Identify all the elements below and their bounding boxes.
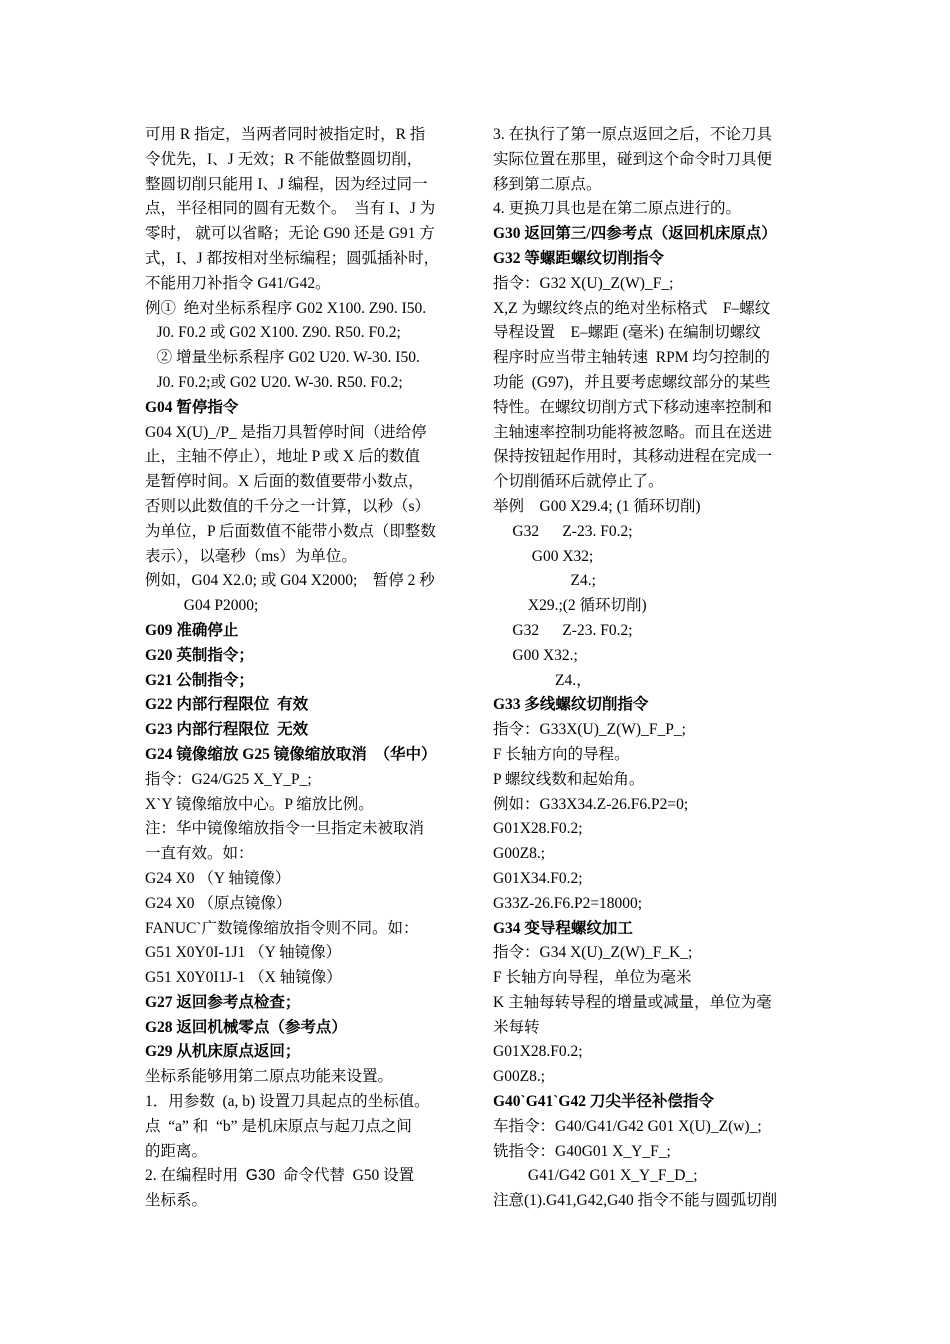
section-heading: G28 返回机械零点（参考点） (145, 1018, 347, 1036)
text-line: 不能用刀补指令 G41/G42。 (145, 274, 331, 292)
text-line: 功能 (G97)，并且要考虑螺纹部分的某些 (493, 373, 771, 391)
section-heading: G09 准确停止 (145, 621, 239, 639)
text-line: 注：华中镜像缩放指令一旦指定未被取消 (145, 820, 425, 838)
text-line: 式，I、J 都按相对坐标编程；圆弧插补时， (145, 249, 440, 267)
section-heading: G20 英制指令； (145, 646, 254, 664)
text-line: F 长轴方向的导程。 (493, 745, 630, 763)
section-heading: G22 内部行程限位 有效 (145, 696, 309, 714)
text-line: 整圆切削只能用 I、J 编程，因为经过同一 (145, 175, 428, 193)
text-line: G01X28.F0.2; (493, 820, 583, 838)
text-line: 令优先，I、J 无效；R 不能做整圆切削， (145, 150, 423, 168)
text-line: K 主轴每转导程的增量或减量，单位为毫 (493, 993, 772, 1011)
text-line: 注意(1).G41,G42,G40 指令不能与圆弧切削 (493, 1192, 778, 1210)
text-line: 否则以此数值的千分之一计算，以秒（s） (145, 497, 431, 515)
text-line: G00 X32; (493, 547, 594, 565)
section-heading: G33 多线螺纹切削指令 (493, 696, 649, 714)
text-line: 4. 更换刀具也是在第二原点进行的。 (493, 200, 742, 218)
text-line: FANUC`广数镜像缩放指令则不同。如： (145, 919, 419, 937)
section-heading: G29 从机床原点返回； (145, 1043, 301, 1061)
text-line: Z4.， (493, 671, 592, 689)
section-heading: G40`G41`G42 刀尖半径补偿指令 (493, 1093, 714, 1111)
text-line: 坐标系能够用第二原点功能来设置。 (145, 1068, 394, 1086)
text-line: G33Z-26.F6.P2=18000; (493, 894, 643, 912)
text-line: 坐标系。 (145, 1192, 208, 1210)
section-heading: G21 公制指令； (145, 671, 254, 689)
text-line: Z4.; (493, 572, 596, 590)
text-line (145, 1164, 463, 1189)
text-line: 保持按钮起作用时，其移动进程在完成一 (493, 448, 773, 466)
text-line: 程序时应当带主轴转速 RPM 均匀控制的 (493, 349, 770, 367)
section-heading: G04 暂停指令 (145, 398, 239, 416)
text-line: 零时， 就可以省略；无论 G90 还是 G91 方 (145, 225, 435, 243)
text-line: 移到第二原点。 (493, 175, 602, 193)
text-line: 指令：G32 X(U)_Z(W)_F_; (493, 274, 674, 292)
section-heading: G30 返回第三/四参考点（返回机床原点） (493, 225, 777, 243)
text-line: 为单位，P 后面数值不能带小数点（即整数 (145, 522, 436, 540)
text-line: J0. F0.2;或 G02 U20. W-30. R50. F0.2; (145, 373, 403, 391)
text-line: 米每转 (493, 1018, 540, 1036)
text-line: G01X34.F0.2; (493, 869, 583, 887)
text-line: 可用 R 指定，当两者同时被指定时，R 指 (145, 126, 426, 143)
text-line: G00 X32.; (493, 646, 578, 664)
text-line: X,Z 为螺纹终点的绝对坐标格式 F–螺纹 (493, 299, 771, 317)
text-line: J0. F0.2 或 G02 X100. Z90. R50. F0.2; (145, 324, 401, 342)
text-line: G04 X(U)_/P_ 是指刀具暂停时间（进给停 (145, 423, 427, 441)
text-line: 主轴速率控制功能将被忽略。而且在送进 (493, 423, 773, 441)
text-line: G04 P2000; (145, 597, 259, 615)
text-line: 例① 绝对坐标系程序 G02 X100. Z90. I50. (145, 299, 427, 317)
text-line: G51 X0Y0I-1J1 （Y 轴镜像） (145, 944, 342, 962)
left-column (145, 123, 463, 1214)
text-line: 点，半径相同的圆有无数个。 当有 I、J 为 (145, 200, 436, 218)
text-line: 是暂停时间。X 后面的数值要带小数点， (145, 473, 424, 491)
text-line: G00Z8.; (493, 1068, 546, 1086)
text-line: G00Z8.; (493, 845, 546, 863)
text-line: 车指令：G40/G41/G42 G01 X(U)_Z(w)_; (493, 1117, 762, 1135)
text-line: 3. 在执行了第一原点返回之后，不论刀具 (493, 126, 773, 143)
text-line: 指令：G24/G25 X_Y_P_; (145, 770, 312, 788)
text-line: 例如：G33X34.Z-26.F6.P2=0; (493, 795, 689, 813)
text-line: 指令：G33X(U)_Z(W)_F_P_; (493, 721, 686, 739)
text-segment: 2. 在编程时用 (145, 1167, 246, 1185)
command-code: G30 (245, 1167, 276, 1185)
text-line: 特性。在螺纹切削方式下移动速率控制和 (493, 398, 773, 416)
text-line: 指令：G34 X(U)_Z(W)_F_K_; (493, 944, 693, 962)
text-line: 例如，G04 X2.0; 或 G04 X2000; 暂停 2 秒 (145, 572, 435, 590)
section-heading: G34 变导程螺纹加工 (493, 919, 633, 937)
section-heading: G32 等螺距螺纹切削指令 (493, 249, 664, 267)
text-line: G41/G42 G01 X_Y_F_D_; (493, 1167, 698, 1185)
text-line: 举例 G00 X29.4; (1 循环切削) (493, 497, 701, 515)
text-line: X29.;(2 循环切削) (493, 597, 647, 615)
text-line: 实际位置在那里，碰到这个命令时刀具便 (493, 150, 773, 168)
text-line: G01X28.F0.2; (493, 1043, 583, 1061)
text-line: G24 X0 （原点镜像） (145, 894, 292, 912)
text-line: 一直有效。如： (145, 845, 254, 863)
section-heading: G27 返回参考点检查； (145, 993, 301, 1011)
text-line: F 长轴方向导程，单位为毫米 (493, 969, 692, 987)
text-line: 表示），以毫秒（ms）为单位。 (145, 547, 357, 565)
text-line: 个切削循环后就停止了。 (493, 473, 664, 491)
text-line: G24 X0 （Y 轴镜像） (145, 869, 291, 887)
text-line: G32 Z-23. F0.2; (493, 621, 633, 639)
text-segment: 命令代替 G50 设置 (275, 1167, 415, 1185)
right-column (493, 123, 807, 1214)
section-heading: G23 内部行程限位 无效 (145, 721, 309, 739)
text-line: 点 “a” 和 “b” 是机床原点与起刀点之间 (145, 1117, 412, 1135)
text-line: 止，主轴不停止），地址 P 或 X 后的数值 (145, 448, 420, 466)
text-line: 1．用参数 (a, b) 设置刀具起点的坐标值。 (145, 1093, 430, 1111)
text-line: X`Y 镜像缩放中心。P 缩放比例。 (145, 795, 374, 813)
text-line: 导程设置 E–螺距 (毫米) 在编制切螺纹 (493, 324, 761, 342)
text-line: 的距离。 (145, 1142, 208, 1160)
section-heading: G24 镜像缩放 G25 镜像缩放取消 （华中） (145, 745, 437, 763)
text-line: G32 Z-23. F0.2; (493, 522, 633, 540)
text-line: ② 增量坐标系程序 G02 U20. W-30. I50. (145, 349, 420, 367)
text-line: 铣指令：G40G01 X_Y_F_; (493, 1142, 671, 1160)
text-line: P 螺纹线数和起始角。 (493, 770, 645, 788)
text-line: G51 X0Y0I1J-1 （X 轴镜像） (145, 969, 342, 987)
